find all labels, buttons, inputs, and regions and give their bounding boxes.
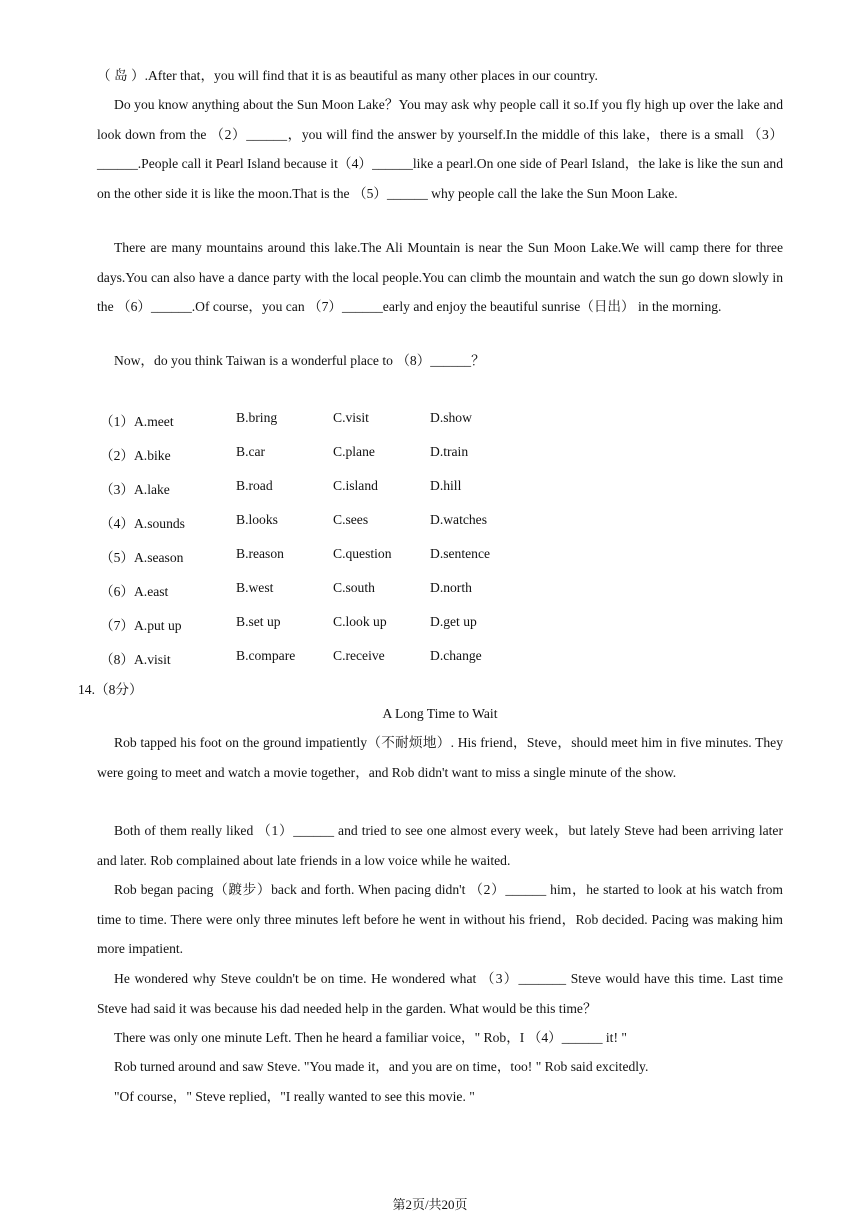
option-c: C.receive [333, 648, 385, 663]
option-row [100, 540, 600, 574]
option-c: C.island [333, 478, 378, 493]
option-b: B.set up [236, 614, 281, 629]
option-row [100, 574, 600, 608]
option-d: D.change [430, 648, 482, 663]
option-b: B.compare [236, 648, 296, 663]
option-d: D.sentence [430, 546, 491, 561]
option-row [100, 642, 600, 676]
option-b: B.looks [236, 512, 278, 527]
page-footer: 第2页/共20页 [392, 1197, 468, 1212]
passage1-paragraph-4: Now，do you think Taiwan is a wonderful place to （8）______？ [114, 353, 485, 368]
option-row [100, 404, 600, 438]
passage2-paragraph-3: Rob began pacing（踱步）back and forth. When pacing didn't （2）______ him，he started to look at his watch from time to time. There were only three minutes left before he went in without his friend，Rob decided. Pacing was making him more impatient. [97, 882, 783, 956]
option-b: B.bring [236, 410, 278, 425]
passage2-paragraph-1: Rob tapped his foot on the ground impatiently（不耐烦地）. His friend，Steve，should meet him in five minutes. They were going to meet and watch a movie together，and Rob didn't want to miss a single minute of the show. [97, 735, 783, 780]
option-c: C.plane [333, 444, 375, 459]
option-b: B.reason [236, 546, 284, 561]
option-a: （5）A.season [100, 550, 184, 565]
option-d: D.train [430, 444, 469, 459]
option-a: （7）A.put up [100, 618, 182, 633]
option-d: D.watches [430, 512, 487, 527]
passage1-paragraph-2: Do you know anything about the Sun Moon Lake？You may ask why people call it so.If you fly high up over the lake and look down from the （2）______，you will find the answer by yourself.In the middle of this lake，there is a small （3）______.People call it Pearl Island because it（4）______like a pearl.On one side of Pearl Island，the lake is like the sun and on the other side it is like the moon.That is the （5）______ why people call the lake the Sun Moon Lake. [97, 97, 783, 201]
options-table [100, 404, 600, 676]
option-c: C.look up [333, 614, 387, 629]
passage1-paragraph-3: There are many mountains around this lake.The Ali Mountain is near the Sun Moon Lake.We will camp there for three days.You can also have a dance party with the local people.You can climb the mountain and watch the sun go down slowly in the （6）______.Of course，you can （7）______early and enjoy the beautiful sunrise（日出） in the morning. [97, 240, 783, 314]
option-a: （6）A.east [100, 584, 169, 599]
option-c: C.sees [333, 512, 369, 527]
option-row [100, 608, 600, 642]
option-b: B.car [236, 444, 266, 459]
option-d: D.hill [430, 478, 462, 493]
passage2-paragraph-6: Rob turned around and saw Steve. "You made it，and you are on time，too! " Rob said excitedly. [114, 1059, 649, 1074]
option-a: （1）A.meet [100, 414, 174, 429]
option-c: C.question [333, 546, 392, 561]
option-a: （8）A.visit [100, 652, 171, 667]
option-d: D.north [430, 580, 472, 595]
passage-title: A Long Time to Wait [382, 706, 498, 721]
option-a: （3）A.lake [100, 482, 170, 497]
option-b: B.west [236, 580, 274, 595]
option-d: D.get up [430, 614, 477, 629]
question-number: 14.（8分） [78, 682, 143, 697]
option-a: （2）A.bike [100, 448, 171, 463]
option-d: D.show [430, 410, 472, 425]
passage2-paragraph-5: There was only one minute Left. Then he heard a familiar voice，" Rob，I （4）______ it! " [114, 1030, 627, 1045]
passage2-paragraph-4: He wondered why Steve couldn't be on time. He wondered what （3）_______ Steve would have this time. Last time Steve had said it was because his dad needed help in the garden. What would be this time？ [97, 971, 783, 1016]
option-c: C.south [333, 580, 375, 595]
option-c: C.visit [333, 410, 369, 425]
passage2-paragraph-7: "Of course，" Steve replied，"I really wanted to see this movie. " [114, 1089, 475, 1104]
option-row [100, 472, 600, 506]
option-a: （4）A.sounds [100, 516, 185, 531]
option-row [100, 438, 600, 472]
option-row [100, 506, 600, 540]
passage2-paragraph-2: Both of them really liked （1）______ and tried to see one almost every week，but lately Steve had been arriving later and later. Rob complained about late friends in a low voice while he waited. [97, 823, 783, 868]
option-b: B.road [236, 478, 273, 493]
passage1-paragraph-1: （ 岛 ）.After that，you will find that it is as beautiful as many other places in our country. [97, 68, 598, 83]
